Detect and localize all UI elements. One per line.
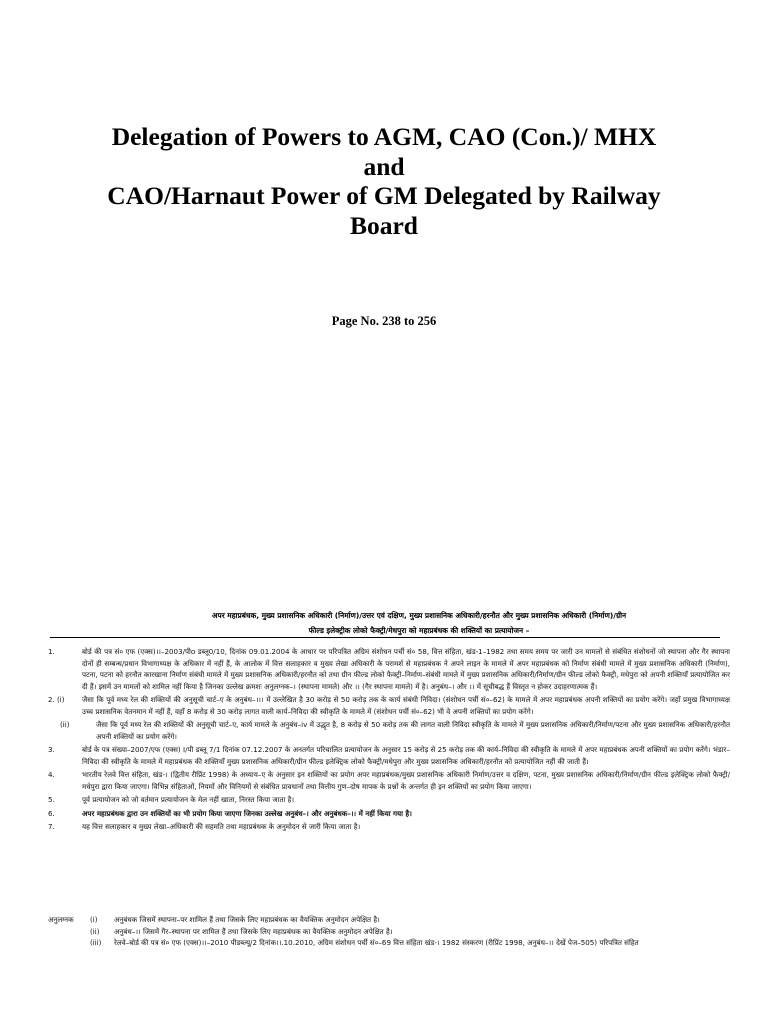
clause-text: पूर्व प्रत्यायोजन को जो वर्तमान प्रत्यायोजन के मेल नहीं खाता, निरस्त किया जाता है। (82, 795, 295, 804)
clause-1 (48, 646, 730, 692)
clause-number: 3. (48, 745, 55, 754)
clause-2-ii (48, 719, 730, 742)
clause-text: अपर महाप्रबंधक द्वारा उन शक्तियों का भी प्रयोग किया जाएगा जिनका उल्लेख अनुबंध–। और अनुबंधक–।। में नहीं किया गया है। (82, 808, 412, 818)
title-line-2: and (363, 151, 405, 181)
document-title (40, 122, 728, 240)
clause-number: 4. (48, 770, 55, 779)
annexure-list (48, 914, 730, 949)
clause-number: 7. (48, 822, 55, 831)
clause-number: 5. (48, 795, 55, 804)
annexure-item-3 (48, 937, 730, 949)
annexure-number: (i) (90, 915, 98, 924)
annexure-item-1 (48, 914, 730, 926)
clause-text: जैसा कि पूर्व मध्य रेल की शक्तियों की अनुसूची चार्ट–ए के अनुबंध–।।। में उल्लेखित है 30 करोड़ से 50 करोड़ तक के कार्य संबंधी निविदा। (संशोधन पर्ची सं०–62) के मामले में अपर महाप्रबंधक अपनी शक्तियों का प्रयोग करेंगे। जहाँ प्रमुख विभागाध्यक्ष उच्च प्रशासनिक वेतनमान में नहीं हैं, वहाँ 8 करोड़ से 30 करोड़ लागत वाली कार्य–निविदा की स्वीकृति के मामले में (संशोधन पर्ची सं०–62) भी वे अपनी शक्तियों का प्रयोग करेंगे। (82, 695, 730, 716)
title-line-1: Delegation of Powers to AGM, CAO (Con.)/ MHX (111, 122, 657, 151)
title-line-3: CAO/Harnaut Power of GM Delegated by Railway (107, 181, 661, 210)
annexure-number: (ii) (90, 926, 100, 936)
clause-6 (48, 808, 730, 820)
annexure-text: अनुबंधक जिसमें स्थापना–पर शामिल हैं तथा जिसके लिए महाप्रबंधक का वैयक्तिक अनुमोदन अपेक्षित है। (114, 915, 380, 924)
hindi-heading-line-2: फील्ड इलेक्ट्रीक लोको फैक्ट्री/मेधपुरा को महाप्रबंधक की शक्तियों का प्रत्यायोजन – (308, 626, 530, 635)
title-line-4: Board (349, 210, 418, 240)
clause-text: भारतीय रेलवे वित्त संहिता, खंड-। (द्वितीय रीप्रिंट 1998) के अध्याय–ए के अनुसार इन शक्तियों का प्रयोग अपर महाप्रबंधक/मुख्य प्रशासनिक अधिकारी निर्माण/उत्तर व दक्षिण, पटना, मुख्य प्रशासनिक अधिकारी/निर्माण/ग्रीन फील्ड इलेक्ट्रिक लोको फैक्ट्री/मधेपुरा द्वारा किया जाएगा। विभिन्न संहिताओं, नियमों और विनियमों से संबंधित प्रावधानों तथा वित्तीय गुण–दोष मापक के प्रश्नों के अन्तर्गत ही इन शक्तियों का प्रयोग किया जाएगा। (82, 770, 730, 791)
hindi-heading-line-1: अपर महाप्रबंधक, मुख्य प्रशासनिक अधिकारी (निर्माण)/उत्तर एवं दक्षिण, मुख्य प्रशासनिक अधिकारी/हरनौत और मुख्य प्रशासनिक अधिकारी (निर्माण)/ग्रीन (211, 611, 627, 620)
clause-4 (48, 769, 730, 792)
annexure-label: अनुलग्नक (48, 915, 74, 924)
annexure-item-2 (48, 926, 730, 938)
annexure-number: (iii) (90, 938, 102, 947)
clause-text: बोर्ड की पत्र सं० एफ (एक्स)।।–2003/पीo डब्लू0/10, दिनांक 09.01.2004 के आधार पर परिपत्रित अग्रिम संशोधन पर्ची सं० 58, वित्त संहिता, खंड-1–1982 तथा समय समय पर जारी उन मामलों से संबंधित संशोधनों जो स्थापना और गैर स्थापना दोनों ही सम्बन्ध/प्रधान विभागाध्यक्ष के अधिकार में नहीं हैं, के आलोक में वित्त सलाहकार व मुख्य लेखा अधिकारी के परामर्श से महाप्रबंधक ने अपने लाइन के मामले में अपर महाप्रबंधक को निर्माण संबंधी मामले में मुख्य प्रशासनिक अधिकारी (निर्माण), पटना, पटना को हरनौत कारखाना निर्माण संबंधी मामले में मुख्य प्रशासनिक अधिकारी/हरनौत को तथा ग्रीन फील्ड लोको फैक्ट्री–निर्माण–संबंधी मामले में मुख्य प्रशासनिक अधिकारी/निर्माण/ग्रीन फील्ड लोको फैक्ट्री, मधेपुरा को अपनी शक्तियाँ प्रत्यायोजित कर दी हैं। इसमें उन मामलों को शामिल नहीं किया है जिनका उल्लेख क्रमशः अनुलग्नक–। (स्थापना मामले) और ।। (गैर स्थापना मामले) में है। अनुबंध–। और ।। में सूचीबद्ध हैं विस्तृत न होकर उदाहरणात्मक हैं। (82, 647, 730, 691)
page-range: Page No. 238 to 256 (331, 314, 437, 328)
clause-number: 6. (48, 808, 55, 818)
hindi-heading (110, 608, 728, 638)
clause-7 (48, 821, 730, 833)
clause-text: बोर्ड के पत्र संख्या–2007/एफ (एक्स) I/पी डब्लू 7/1 दिनांक 07.12.2007 के अनतर्गत परिचालित प्रत्यायोजन के अनुसार 15 करोड़ से 25 करोड़ तक की कार्य–निविदा की स्वीकृति के मामले में अपर महाप्रबंधक अपनी शक्तियों का प्रयोग करेंगे। भंडार–निविदा की स्वीकृति के मामले में महाप्रबंधक की शक्तियाँ मुख्य प्रशासनिक अधिकारी/ग्रीन फील्ड इलेक्ट्रिक लोको फैक्ट्री/मधेपुरा और मुख्य प्रशासनिक अधिकारी/हरनौत को प्रत्यायोजित नहीं की जाती हैं। (82, 745, 730, 766)
annexure-text: रेलवे–बोर्ड की पत्र सं० एफ (एक्स)।।–2010 पीडब्ल्यू/2 दिनांक।।.10.2010, अग्रिम संशोधन पर्ची सं०–69 वित्त संहिता खंड-। 1982 संस्करण (रीप्रिंट 1998, अनुबंध–।। देखें पेज–505) परिपत्रित संहित (114, 938, 639, 947)
clause-number: 2. (i) (48, 695, 65, 704)
clause-number: (ii) (60, 720, 70, 729)
clause-2-i (48, 694, 730, 717)
clause-text: यह वित्त सलाहकार व मुख्य लेखा–अधिकारी की सहमति तथा महाप्रबंधक के अनुमोदन से जारी किया जाता है। (82, 822, 361, 831)
heading-divider (50, 637, 720, 638)
clause-3 (48, 744, 730, 767)
annexure-text: अनुबंध–।। जिसमें गैर–स्थापना पर शामिल हैं तथा जिसके लिए महाप्रबंधक का वैयक्तिक अनुमोदन अपेक्षित है। (114, 926, 393, 936)
clause-text: जैसा कि पूर्व मध्य रेल की शक्तियों की अनुसूची चार्ट–ए, कार्य मामले के अनुबंध–iv में उद्धृत है, 8 करोड़ से 50 करोड़ तक की लागत वाली निविदा स्वीकृति के मामले में मुख्य प्रशासनिक अधिकारी/निर्माण/पटना और मुख्य प्रशासनिक अधिकारी/हरनौत अपनी शक्तियों का प्रयोग करेंगे। (96, 720, 730, 741)
clause-list (48, 646, 730, 835)
clause-number: 1. (48, 647, 55, 656)
clause-5 (48, 794, 730, 806)
